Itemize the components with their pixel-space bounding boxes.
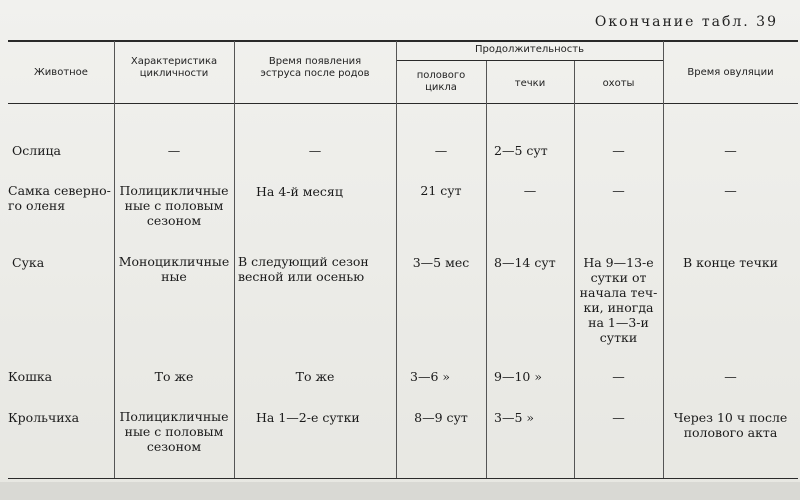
row2-cyclicity: Полицикличные ные с половым сезоном bbox=[119, 183, 229, 228]
row4-ovulation: — bbox=[724, 369, 737, 384]
top-rule bbox=[8, 40, 798, 42]
header-bottom-rule bbox=[8, 103, 798, 104]
row1-ovulation: — bbox=[724, 143, 737, 158]
header-animal: Животное bbox=[34, 67, 88, 78]
row1-heat: 2—5 сут bbox=[494, 143, 548, 158]
row3-estrus-time: В следующий сезон весной или осенью bbox=[238, 254, 369, 284]
row2-estrus-time: На 4-й месяц bbox=[256, 184, 343, 199]
row1-cycle: — bbox=[434, 143, 448, 158]
row5-cyclicity: Полицикличные ные с половым сезоном bbox=[119, 409, 229, 454]
row5-animal: Крольчиха bbox=[8, 410, 80, 425]
row1-estrus-time: — bbox=[308, 143, 322, 158]
row2-animal: Самка северно- го оленя bbox=[8, 183, 111, 213]
row3-heat: 8—14 сут bbox=[494, 255, 556, 270]
header-estrus-time: Время появления эструса после родов bbox=[260, 56, 370, 79]
row3-cycle: 3—5 мес bbox=[412, 255, 470, 270]
header-hunt: охоты bbox=[602, 78, 635, 89]
row2-hunt: — bbox=[612, 183, 625, 198]
row3-animal: Сука bbox=[12, 255, 45, 270]
row2-cycle: 21 сут bbox=[420, 183, 462, 198]
row4-animal: Кошка bbox=[8, 369, 53, 384]
row5-cycle: 8—9 сут bbox=[414, 410, 468, 425]
row3-cyclicity: Моноцикличные ные bbox=[118, 254, 230, 284]
row2-ovulation: — bbox=[724, 183, 737, 198]
row5-heat: 3—5 » bbox=[494, 410, 535, 425]
row4-hunt: — bbox=[612, 369, 625, 384]
row4-cycle: 3—6 » bbox=[410, 369, 451, 384]
header-heat: течки bbox=[514, 78, 546, 89]
row1-hunt: — bbox=[612, 143, 625, 158]
row5-estrus-time: На 1—2-е сутки bbox=[256, 410, 360, 425]
col-divider-4 bbox=[486, 61, 487, 478]
row5-hunt: — bbox=[612, 410, 625, 425]
row3-ovulation: В конце течки bbox=[683, 255, 778, 270]
row1-animal: Ослица bbox=[12, 143, 62, 158]
header-sexual-cycle: полового цикла bbox=[416, 70, 466, 93]
row1-cyclicity: — bbox=[167, 143, 181, 158]
row4-heat: 9—10 » bbox=[494, 369, 542, 384]
bottom-rule bbox=[8, 478, 798, 479]
row4-cyclicity: То же bbox=[154, 369, 194, 384]
header-duration: Продолжительность bbox=[474, 44, 585, 55]
page-bottom-edge bbox=[0, 482, 800, 500]
header-ovulation: Время овуляции bbox=[687, 67, 774, 78]
col-divider-2 bbox=[234, 41, 235, 478]
row3-hunt: На 9—13-е сутки от начала теч- ки, иногда на 1—3-и сутки bbox=[579, 255, 658, 345]
row5-ovulation: Через 10 ч после полового акта bbox=[673, 410, 788, 440]
header-cyclicity: Характеристика цикличности bbox=[130, 56, 218, 79]
table-caption: Окончание табл. 39 bbox=[594, 14, 778, 30]
row2-heat: — bbox=[523, 183, 537, 198]
row4-estrus-time: То же bbox=[295, 369, 335, 384]
duration-subheader-rule bbox=[396, 60, 664, 61]
